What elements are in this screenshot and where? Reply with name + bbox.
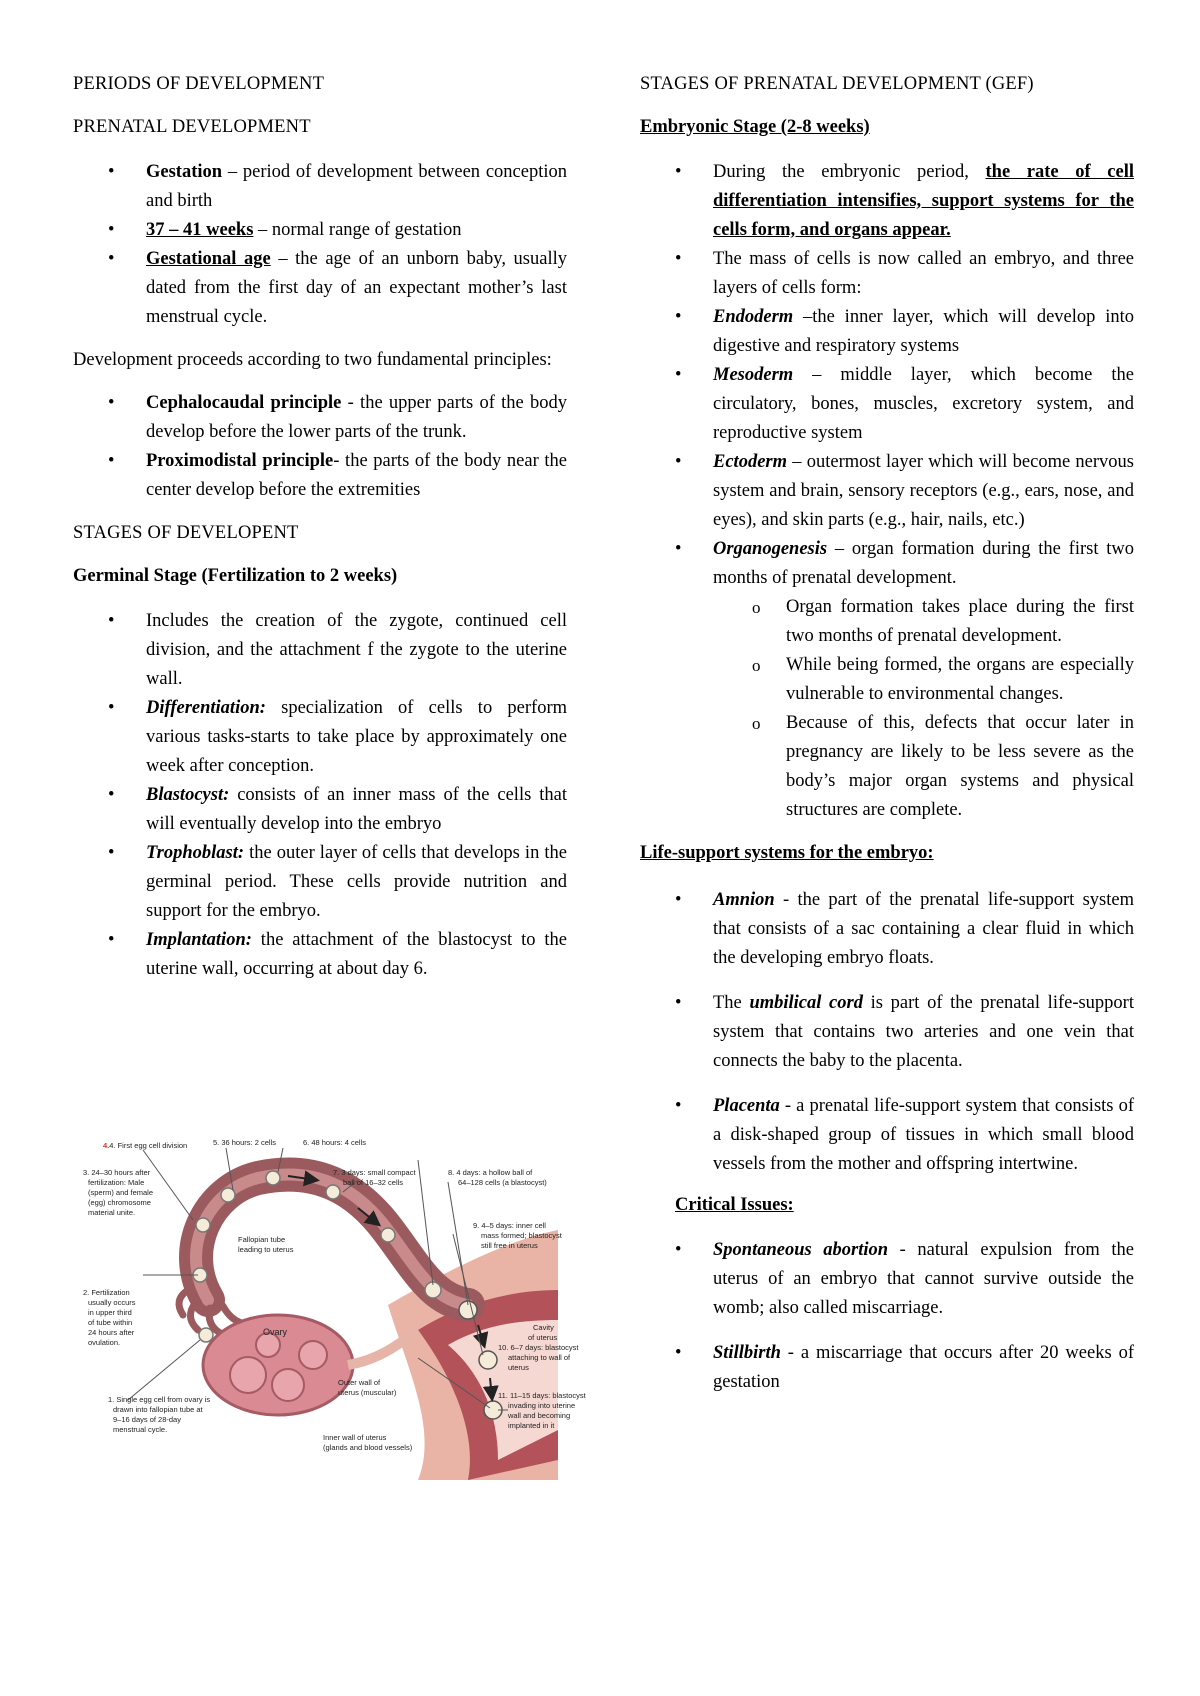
heading-prenatal: PRENATAL DEVELOPMENT: [73, 117, 311, 137]
term: Amnion: [713, 890, 775, 910]
list-item: [713, 1339, 1134, 1397]
list-item: [713, 448, 1134, 535]
label-11: 11. 11–15 days: blastocyst: [498, 1391, 586, 1400]
label-1b: drawn into fallopian tube at: [113, 1405, 203, 1414]
prenatal-list: [73, 158, 567, 332]
definition: is part of the prenatal life-support system that contains two arteries and one vein that connects the baby to the placenta.: [713, 993, 1134, 1071]
label-3d: (egg) chromosome: [88, 1198, 151, 1207]
definition: – normal range of gestation: [253, 220, 462, 240]
heading-periods: PERIODS OF DEVELOPMENT: [73, 74, 325, 94]
label-inner-b: (glands and blood vessels): [323, 1443, 413, 1452]
egg-cell: [199, 1328, 213, 1342]
label-2e: 24 hours after: [88, 1328, 135, 1337]
list-item: • The umbilical cord is part of the prenatal life-support system that contains two arteries and one vein that connects the baby to the placenta.: [713, 989, 1134, 1076]
list-item: [146, 216, 567, 245]
sub-item: o Organ formation takes place during the first two months of prenatal development.: [786, 593, 1134, 651]
label-2c: in upper third: [88, 1308, 132, 1317]
fertilization-diagram: [83, 1130, 586, 1480]
list-item: [713, 886, 1134, 973]
list-item: [146, 839, 567, 926]
label-3e: material unite.: [88, 1208, 136, 1217]
list-item: [146, 694, 567, 781]
list-item: [713, 158, 1134, 245]
list-item: [713, 303, 1134, 361]
principles-list: [73, 389, 567, 505]
blastocyst: [479, 1351, 497, 1369]
definition: consists of an inner mass of the cells that will eventually develop into the embryo: [146, 785, 567, 834]
life-support-list: [640, 886, 1134, 1179]
label-11d: implanted in it: [508, 1421, 555, 1430]
list-item: [146, 389, 567, 447]
term: Spontaneous abortion: [713, 1240, 889, 1260]
germinal-title: Germinal Stage (Fertilization to 2 weeks): [73, 566, 398, 586]
definition: – organ formation during the first two months of prenatal development.: [713, 539, 1134, 588]
egg-cell: [381, 1228, 395, 1242]
label-10: 10. 6–7 days: blastocyst: [498, 1343, 579, 1352]
term: Mesoderm: [713, 365, 794, 385]
egg-cell: [196, 1218, 210, 1232]
list-item: [146, 158, 567, 216]
label-outer: Outer wall of: [338, 1378, 381, 1387]
term: Placenta: [713, 1096, 780, 1116]
term: Differentiation:: [146, 698, 266, 718]
list-item: [713, 1236, 1134, 1323]
label-8b: 64–128 cells (a blastocyst): [458, 1178, 547, 1187]
label-1d: menstrual cycle.: [113, 1425, 168, 1434]
principles-intro: Development proceeds according to two fundamental principles:: [73, 350, 552, 370]
label-11b: invading into uterine: [508, 1401, 576, 1410]
left-column: [73, 70, 567, 998]
definition: –the inner layer, which will develop into digestive and respiratory systems: [713, 307, 1134, 356]
definition: - the part of the prenatal life-support system that consists of a sac containing a clear fluid in which the developing embryo floats.: [713, 890, 1134, 968]
label-2d: of tube within: [88, 1318, 133, 1327]
list-item: [146, 926, 567, 984]
label-7b: ball of 16–32 cells: [343, 1178, 404, 1187]
definition: - the parts of the body near the center develop before the extremities: [146, 451, 567, 500]
label-6: 6. 48 hours: 4 cells: [303, 1138, 366, 1147]
list-item: [146, 781, 567, 839]
label-cavity-b: of uterus: [528, 1333, 558, 1342]
label-tube: Fallopian tube: [238, 1235, 286, 1244]
list-item: [713, 535, 1134, 825]
text: During the embryonic period,: [713, 162, 986, 182]
label-2: 2. Fertilization: [83, 1288, 130, 1297]
germinal-list: [73, 607, 567, 984]
diagram-svg: [83, 1130, 586, 1480]
term: umbilical cord: [749, 993, 863, 1013]
definition: - a miscarriage that occurs after 20 weeks of gestation: [713, 1343, 1134, 1392]
follicle: [299, 1341, 327, 1369]
label-9c: still free in uterus: [481, 1241, 538, 1250]
label-1c: 9–16 days of 28-day: [113, 1415, 181, 1424]
label-9: 9. 4–5 days: inner cell: [473, 1221, 546, 1230]
label-inner: Inner wall of uterus: [323, 1433, 387, 1442]
term: Organogenesis: [713, 539, 828, 559]
list-item: [713, 1092, 1134, 1179]
definition: – outermost layer which will become nervous system and brain, sensory receptors (e.g., ears, nose, and eyes), and skin parts (e.g., hair, nails, etc.): [713, 452, 1134, 530]
definition: – period of development between conception and birth: [146, 162, 567, 211]
egg-cell: [326, 1185, 340, 1199]
definition: - natural expulsion from the uterus of an embryo that cannot survive outside the womb; also called miscarriage.: [713, 1240, 1134, 1318]
embryonic-list: [640, 158, 1134, 825]
label-10b: attaching to wall of: [508, 1353, 571, 1362]
label-2f: ovulation.: [88, 1338, 121, 1347]
label-11c: wall and becoming: [508, 1411, 571, 1420]
label-3: 3. 24–30 hours after: [83, 1168, 151, 1177]
term: Gestational age: [146, 249, 271, 269]
term: Proximodistal principle: [146, 451, 334, 471]
label-3c: (sperm) and female: [88, 1188, 154, 1197]
definition: the attachment of the blastocyst to the uterine wall, occurring at about day 6.: [146, 930, 567, 979]
definition: - the upper parts of the body develop before the lower parts of the trunk.: [146, 393, 567, 442]
sub-item: o While being formed, the organs are especially vulnerable to environmental changes.: [786, 651, 1134, 709]
label-2b: usually occurs: [88, 1298, 136, 1307]
label-10c: uterus: [508, 1363, 529, 1372]
term: Gestation: [146, 162, 223, 182]
term: 37 – 41 weeks: [146, 220, 254, 240]
heading-gef: STAGES OF PRENATAL DEVELOPMENT (GEF): [640, 74, 1034, 94]
definition: specialization of cells to perform various tasks-starts to take place by approximately one week after conception.: [146, 698, 567, 776]
sub-item: o Because of this, defects that occur later in pregnancy are likely to be less severe as the body’s major organ systems and physical structures are complete.: [786, 709, 1134, 825]
label-ovary: Ovary: [263, 1327, 288, 1337]
list-item: [146, 447, 567, 505]
term: Ectoderm: [713, 452, 787, 472]
label-cavity: Cavity: [533, 1323, 554, 1332]
critical-issues-list: [640, 1236, 1134, 1397]
follicle: [230, 1357, 266, 1393]
label-7: 7. 3 days: small compact: [333, 1168, 416, 1177]
definition: – middle layer, which become the circulatory, bones, muscles, excretory system, and reproductive system: [713, 365, 1134, 443]
definition: – the age of an unborn baby, usually dated from the first day of an expectant mother’s last menstrual cycle.: [146, 249, 567, 327]
label-tube-b: leading to uterus: [238, 1245, 294, 1254]
life-support-title: Life-support systems for the embryo:: [640, 843, 934, 863]
label-outer-b: uterus (muscular): [338, 1388, 397, 1397]
label-8: 8. 4 days: a hollow ball of: [448, 1168, 533, 1177]
term: Stillbirth: [713, 1343, 781, 1363]
definition: the outer layer of cells that develops in the germinal period. These cells provide nutrition and support for the embryo.: [146, 843, 567, 921]
list-item: [713, 361, 1134, 448]
right-column: [640, 70, 1134, 1413]
label-9b: mass formed; blastocyst: [481, 1231, 562, 1240]
emphasis: the rate of cell differentiation intensifies, support systems for the cells form, and organs appear.: [713, 162, 1134, 240]
list-item: [146, 245, 567, 332]
critical-issues-title: Critical Issues:: [675, 1195, 794, 1215]
label-3b: fertilization: Male: [88, 1178, 145, 1187]
egg-cell: [221, 1188, 235, 1202]
label-1: 1. Single egg cell from ovary is: [108, 1395, 211, 1404]
label-5: 5. 36 hours: 2 cells: [213, 1138, 276, 1147]
definition: - a prenatal life-support system that consists of a disk-shaped group of tissues in which small blood vessels from the mother and offspring intertwine.: [713, 1096, 1134, 1174]
egg-cell: [266, 1171, 280, 1185]
follicle: [272, 1369, 304, 1401]
term: Endoderm: [713, 307, 794, 327]
organogenesis-sublist: [713, 593, 1134, 825]
term: Trophoblast:: [146, 843, 244, 863]
list-item: • Includes the creation of the zygote, continued cell division, and the attachment f the zygote to the uterine wall.: [146, 607, 567, 694]
term: Implantation:: [146, 930, 252, 950]
heading-stages: STAGES OF DEVELOPENT: [73, 523, 299, 543]
term: Cephalocaudal principle: [146, 393, 342, 413]
term: Blastocyst:: [146, 785, 230, 805]
embryonic-title: Embryonic Stage (2-8 weeks): [640, 117, 870, 137]
list-item: • The mass of cells is now called an embryo, and three layers of cells form:: [713, 245, 1134, 303]
label-4: 4.4. First egg cell division: [103, 1141, 188, 1150]
